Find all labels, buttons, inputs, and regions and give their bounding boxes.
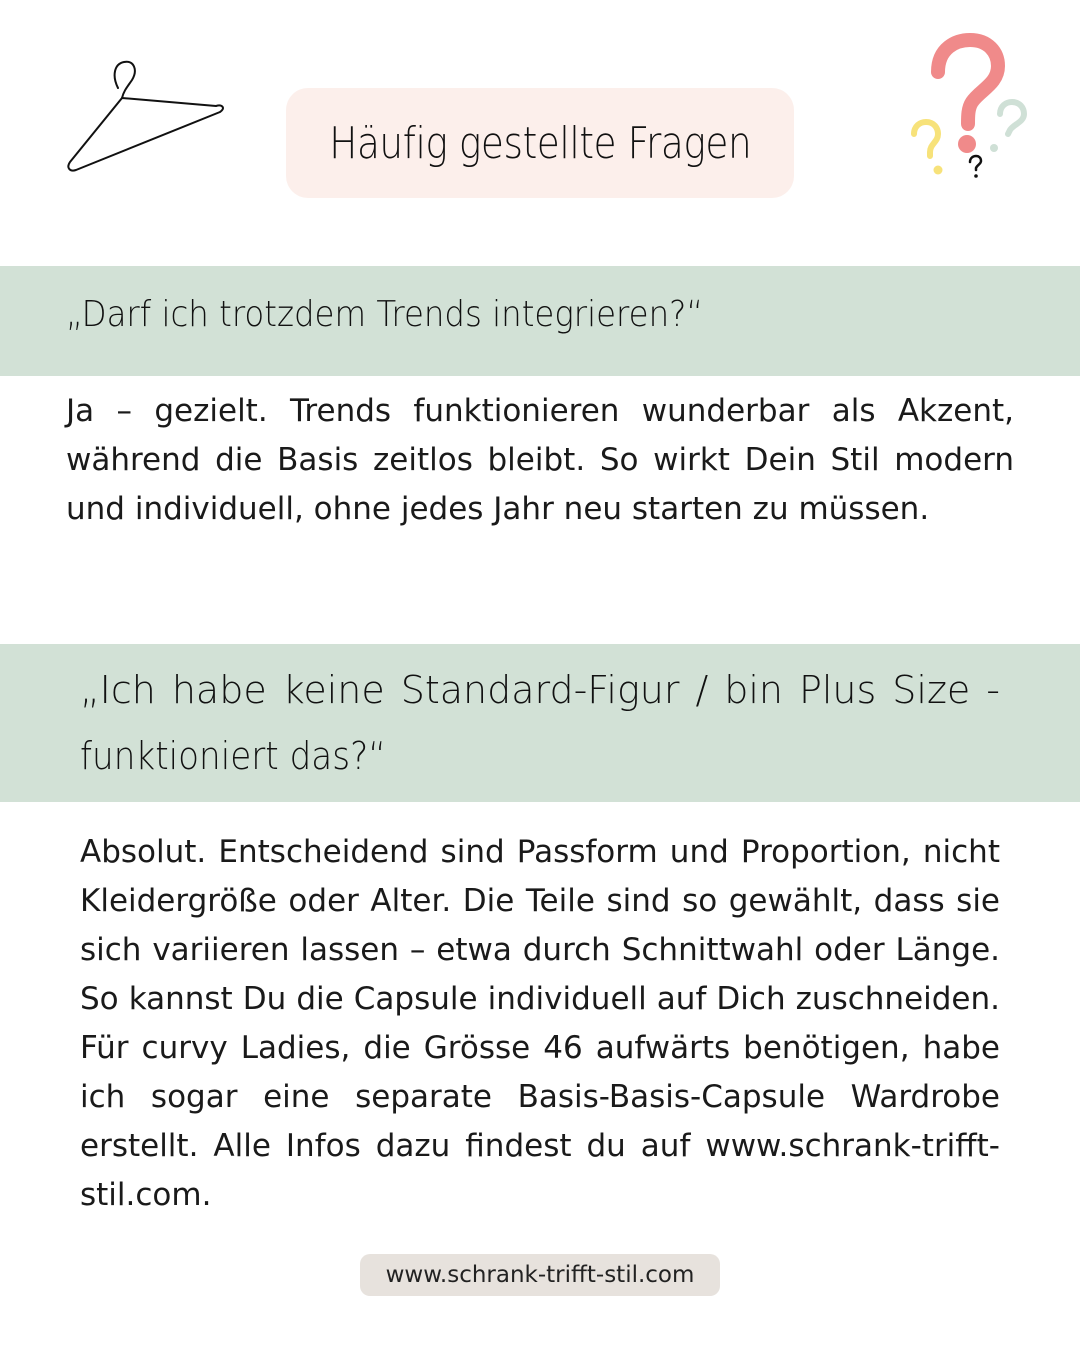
faq-question-2-line-2: funktioniert das?“ <box>80 734 386 778</box>
faq-question-1: „Darf ich trotzdem Trends integrieren?“ <box>66 294 704 335</box>
question-word: habe <box>171 668 267 712</box>
faq-question-2-line-1 <box>80 668 1000 712</box>
question-word: Standard-Figur <box>400 668 680 712</box>
title-box <box>286 88 794 198</box>
faq-answer-1: Ja – gezielt. Trends funktionieren wunderbar als Akzent, während die Basis zeitlos bleibt. So wirkt Dein Stil modern und individuell, ohne jedes Jahr neu starten zu müssen. <box>66 393 1014 527</box>
footer-url-badge <box>360 1254 720 1296</box>
footer-url: www.schrank-trifft-stil.com <box>385 1262 695 1288</box>
question-word: bin <box>724 668 783 712</box>
question-word: keine <box>282 668 385 712</box>
clothes-hanger-icon <box>62 58 228 178</box>
question-word: / <box>695 668 709 712</box>
question-word: - <box>986 668 1000 712</box>
faq-answer-2: Absolut. Entscheidend sind Passform und Proportion, nicht Kleidergröße oder Alter. Die Teile sind so gewählt, dass sie sich variieren lassen – etwa durch Schnittwahl oder Länge. So kannst Du die Capsule individuell auf Dich zuschneiden. Für curvy Ladies, die Grösse 46 aufwärts benötigen, habe ich sogar eine separate Basis-Basis-Capsule Wardrobe erstellt. Alle Infos dazu findest du auf www.schrank-trifft-stil.com. <box>80 834 1000 1213</box>
question-word: „Ich <box>80 668 156 712</box>
question-marks-icon <box>900 30 1040 190</box>
question-word: Size <box>892 668 971 712</box>
page-title: Häufig gestellte Fragen <box>328 117 752 169</box>
question-word: Plus <box>798 668 877 712</box>
